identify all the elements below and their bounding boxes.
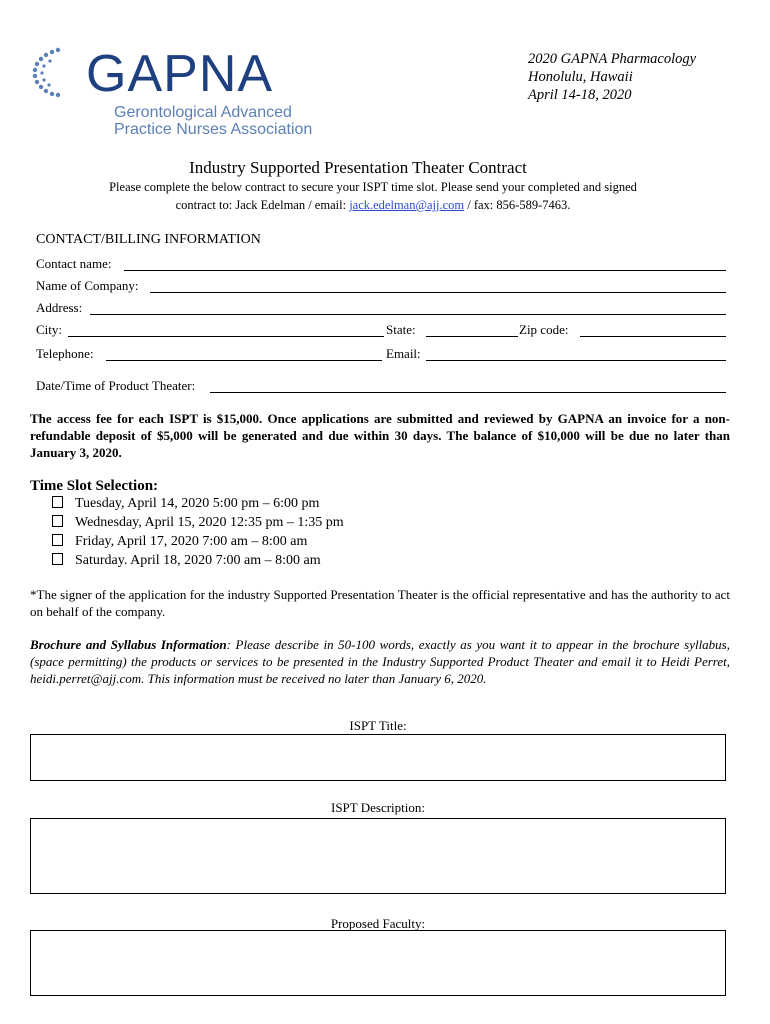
page-title: Industry Supported Presentation Theater Contract [189,158,527,177]
time-slot-option[interactable] [52,534,307,550]
state-label: State: [386,322,416,337]
brochure-label: Brochure and Syllabus Information [30,637,227,652]
event-info [528,50,696,104]
email-field[interactable] [426,360,726,361]
zip-field[interactable] [580,336,726,337]
time-slot-option[interactable] [52,515,344,531]
telephone-field[interactable] [106,360,382,361]
proposed-faculty-label: Proposed Faculty: [330,916,426,931]
proposed-faculty-box[interactable] [30,930,726,996]
time-slot-option[interactable] [52,553,321,569]
checkbox[interactable] [52,553,63,565]
address-label: Address: [36,300,83,315]
time-slot-label: Tuesday, April 14, 2020 5:00 pm – 6:00 pm [75,496,320,511]
contact-email-link[interactable]: jack.edelman@ajj.com [349,198,465,212]
company-label: Name of Company: [36,278,139,293]
contact-name-label: Contact name: [36,256,112,271]
ispt-title-label: ISPT Title: [349,718,407,733]
event-title: 2020 GAPNA Pharmacology [528,51,697,67]
contact-section-heading: CONTACT/BILLING INFORMATION [36,232,261,247]
logo-subtitle-line1: Gerontological Advanced [114,104,292,121]
datetime-label: Date/Time of Product Theater: [36,378,196,393]
intro-line2-suffix: / fax: 856-589-7463. [464,198,571,212]
signer-note: *The signer of the application for the industry Supported Presentation Theater is the official representative and has the authority to act on behalf of the company. [30,587,730,619]
checkbox[interactable] [52,496,63,508]
brochure-text: : Please describe in 50-100 words, exactly as you want it to appear in the brochure syllabus, (space permitting) the products or services to be presented in the Industry Supported Product Theater and email it to Heidi Perret, heidi.perret@ajj.com. This information must be received no later than January 6, 2020. [30,637,730,686]
access-fee-text: The access fee for each ISPT is $15,000. Once applications are submitted and reviewed by GAPNA an invoice for a non-refundable deposit of $5,000 will be generated and due within 30 days. The balance of $10,000 will be due no later than January 3, 2020. [30,411,730,460]
time-slot-label: Saturday. April 18, 2020 7:00 am – 8:00 am [75,553,321,568]
datetime-field[interactable] [210,392,726,393]
checkbox[interactable] [52,515,63,527]
intro-line1: Please complete the below contract to secure your ISPT time slot. Please send your completed and signed [109,180,637,194]
address-field[interactable] [90,314,726,315]
checkbox[interactable] [52,534,63,546]
time-slot-label: Wednesday, April 15, 2020 12:35 pm – 1:35 pm [75,515,344,530]
ispt-description-box[interactable] [30,818,726,894]
intro-text [90,178,656,214]
event-location: Honolulu, Hawaii [528,69,633,85]
city-label: City: [36,322,63,337]
logo-subtitle-line2: Practice Nurses Association [114,121,313,138]
company-field[interactable] [150,292,726,293]
time-slot-option[interactable] [52,496,319,512]
brochure-info [30,636,730,687]
intro-line2 [90,196,656,214]
ispt-title-box[interactable] [30,734,726,781]
zip-label: Zip code: [519,322,569,337]
telephone-label: Telephone: [36,346,94,361]
email-label: Email: [386,346,421,361]
event-dates: April 14-18, 2020 [528,87,632,103]
time-slot-label: Friday, April 17, 2020 7:00 am – 8:00 am [75,534,308,549]
contact-name-field[interactable] [124,270,726,271]
logo-wordmark: GAPNA [86,45,274,103]
city-field[interactable] [68,336,384,337]
logo-dots-icon [28,44,84,104]
ispt-description-label: ISPT Description: [330,800,425,815]
time-slot-heading: Time Slot Selection: [30,478,159,494]
gapna-logo [28,44,318,140]
state-field[interactable] [426,336,518,337]
intro-line2-prefix: contract to: Jack Edelman / email: [175,198,350,212]
